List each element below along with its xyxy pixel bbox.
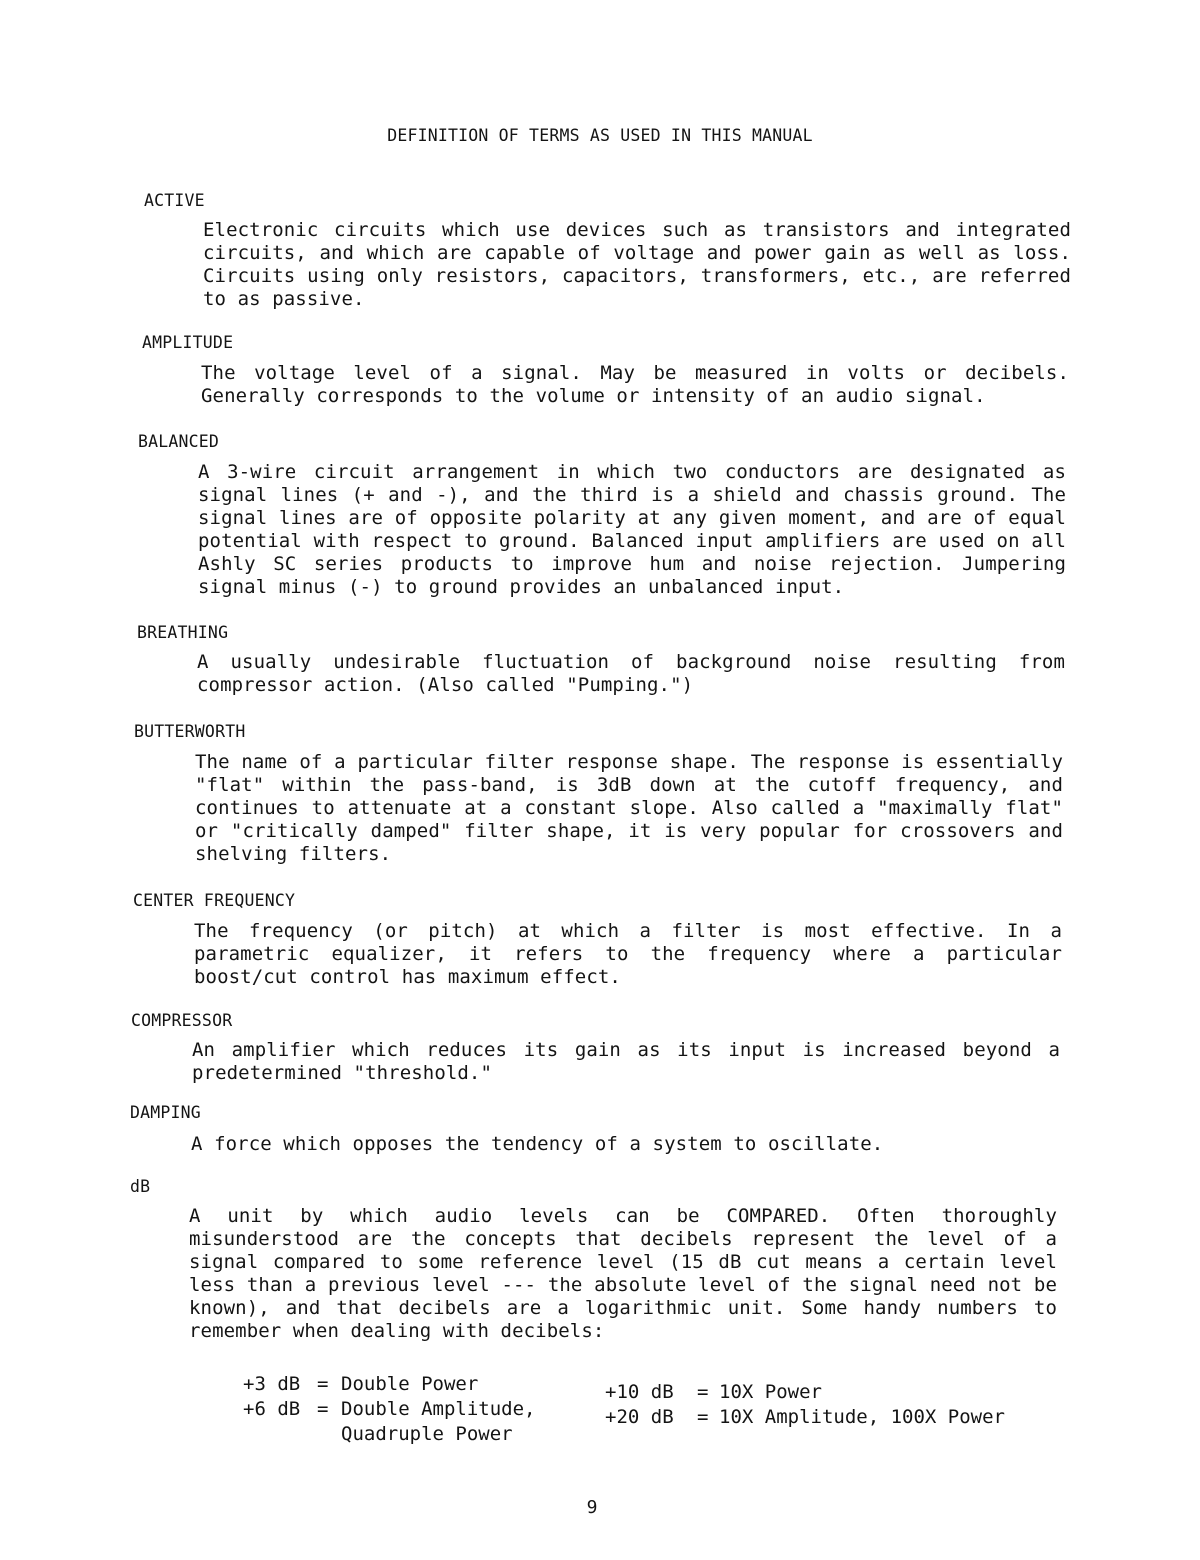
definition-butterworth: The name of a particular filter response shape. The response is essentially "flat" within the pass-band, is 3dB down at the cutoff frequency, and continues to attenuate at a constant slope. Also called a "maximally flat" or "critically damped" filter shape, it is very popular for crossovers and shelving filters. xyxy=(195,751,1063,865)
db-meaning: 10X Amplitude, 100X Power xyxy=(719,1406,1005,1428)
definition-active: Electronic circuits which use devices such as transistors and integrated circuits, and which are capable of voltage and power gain as well as loss. Circuits using only resistors, capacitors, transformers, etc., are referred to as passive. xyxy=(203,219,1071,310)
equals-sign: = xyxy=(317,1373,329,1395)
definition-breathing: A usually undesirable fluctuation of background noise resulting from compressor action. (Also called "Pumping.") xyxy=(197,651,1065,696)
page-number: 9 xyxy=(586,1497,598,1518)
definition-balanced: A 3-wire circuit arrangement in which two conductors are designated as signal lines (+ and -), and the third is a shield and chassis ground. The signal lines are of opposite polarity at any given moment, and are of equal potential with respect to ground. Balanced input amplifiers are used on all Ashly SC series products to improve hum and noise rejection. Jumpering signal minus (-) to ground provides an unbalanced input. xyxy=(198,461,1066,598)
db-row xyxy=(243,1372,1043,1403)
db-meaning-continuation: Quadruple Power xyxy=(341,1423,513,1445)
definition-db: A unit by which audio levels can be COMPARED. Often thoroughly misunderstood are the concepts that decibels represent the level of a signal compared to some reference level (15 dB cut means a certain level less than a previous level --- the absolute level of the signal need not be known), and that decibels are a logarithmic unit. Some handy numbers to remember when dealing with decibels: xyxy=(189,1205,1057,1342)
db-meaning: Double Power xyxy=(341,1373,479,1395)
db-meaning: Double Amplitude, xyxy=(341,1398,536,1420)
definition-center-frequency: The frequency (or pitch) at which a filter is most effective. In a parametric equalizer, it refers to the frequency where a particular boost/cut control has maximum effect. xyxy=(194,920,1062,988)
term-breathing: BREATHING xyxy=(137,623,229,642)
definition-damping: A force which opposes the tendency of a system to oscillate. xyxy=(191,1133,884,1155)
term-butterworth: BUTTERWORTH xyxy=(134,722,246,741)
page-title: DEFINITION OF TERMS AS USED IN THIS MANUAL xyxy=(387,126,813,145)
term-compressor: COMPRESSOR xyxy=(131,1011,233,1030)
db-value: +3 dB xyxy=(243,1373,301,1395)
db-value: +20 dB xyxy=(605,1406,674,1428)
definition-compressor: An amplifier which reduces its gain as its input is increased beyond a predetermined "threshold." xyxy=(192,1039,1060,1084)
term-amplitude: AMPLITUDE xyxy=(142,333,234,352)
db-row xyxy=(243,1397,1043,1428)
term-center-frequency: CENTER FREQUENCY xyxy=(133,891,296,910)
term-damping: DAMPING xyxy=(130,1103,201,1122)
db-row-continuation xyxy=(243,1422,1043,1447)
equals-sign: = xyxy=(697,1381,709,1403)
db-value: +10 dB xyxy=(605,1381,674,1403)
db-reference-table xyxy=(243,1372,1043,1447)
equals-sign: = xyxy=(317,1398,329,1420)
db-value: +6 dB xyxy=(243,1398,301,1420)
definition-amplitude: The voltage level of a signal. May be measured in volts or decibels. Generally corresponds to the volume or intensity of an audio signal. xyxy=(201,362,1069,407)
db-meaning: 10X Power xyxy=(719,1381,822,1403)
term-db: dB xyxy=(130,1177,151,1196)
term-balanced: BALANCED xyxy=(138,432,220,451)
term-active: ACTIVE xyxy=(144,191,205,210)
equals-sign: = xyxy=(697,1406,709,1428)
